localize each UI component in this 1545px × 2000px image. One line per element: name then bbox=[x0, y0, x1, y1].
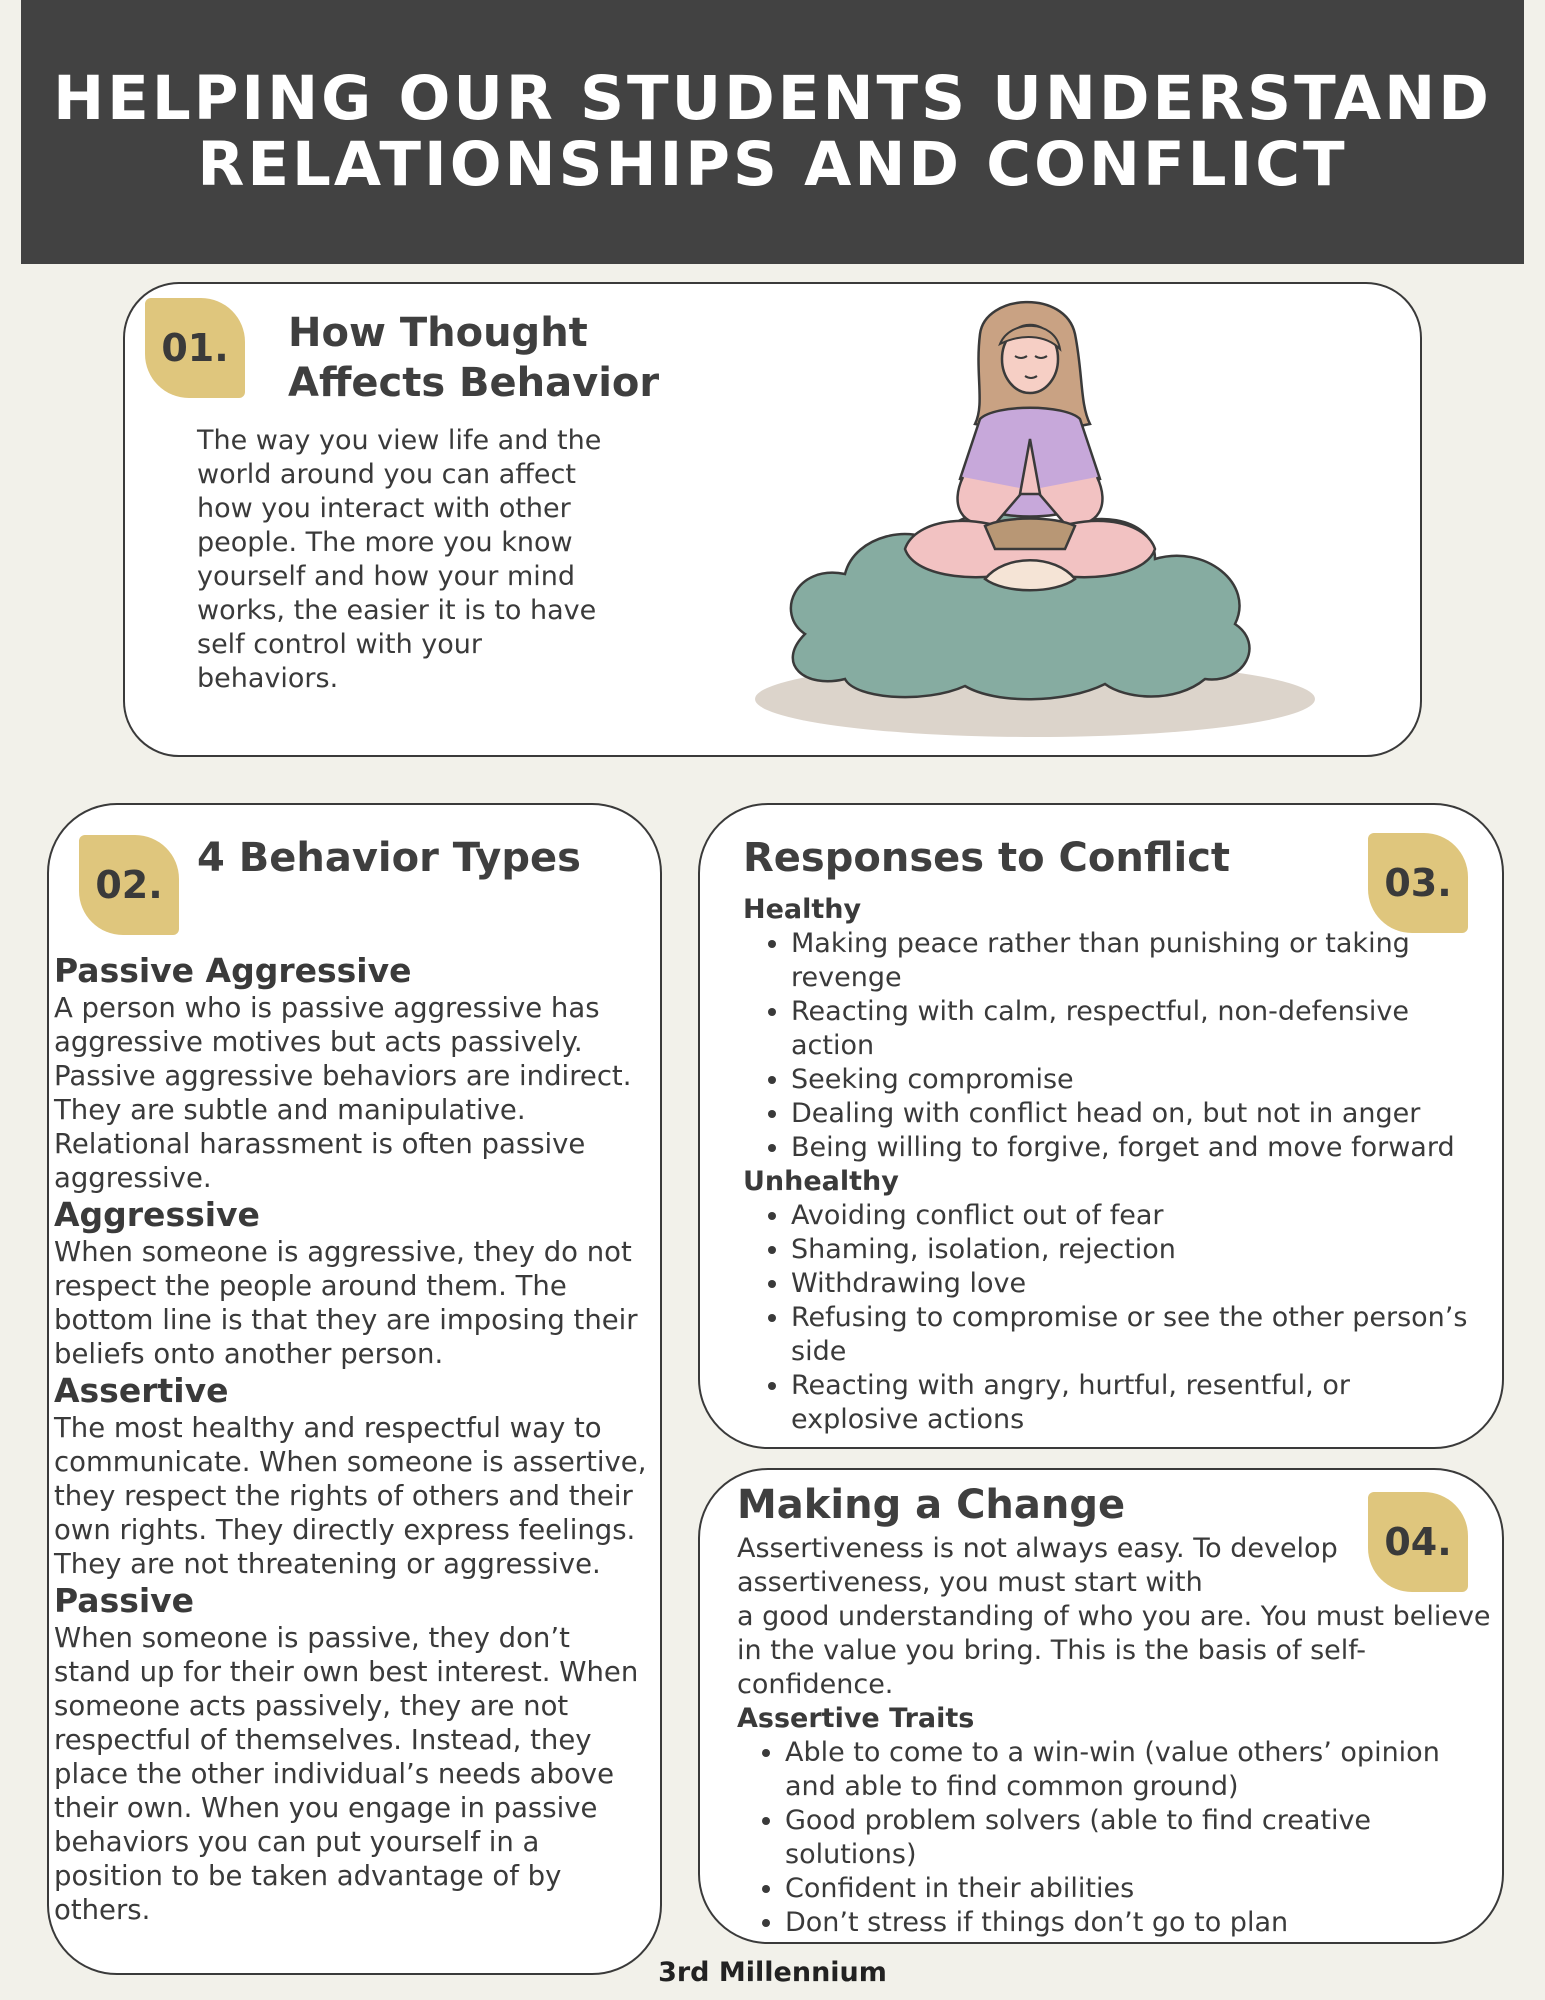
behavior-type-desc: The most healthy and respectful way to communicate. When someone is assertive, they respect the rights of others and their own rights. They directly express feelings. They are not threatening or aggressive. bbox=[54, 1412, 647, 1580]
list-item: • Good problem solvers (able to find creative solutions) bbox=[785, 1804, 1492, 1872]
list-item: • Dealing with conflict head on, but not in anger bbox=[791, 1097, 1483, 1131]
section-making-change-card bbox=[698, 1468, 1504, 1944]
behavior-type-name: Aggressive bbox=[54, 1195, 260, 1234]
page-header bbox=[21, 0, 1524, 264]
behavior-types-list bbox=[54, 951, 654, 1927]
behavior-type-name: Assertive bbox=[54, 1371, 229, 1410]
traits-list bbox=[737, 1736, 1492, 1940]
behavior-type-passive-aggressive bbox=[54, 951, 654, 1195]
section-number-badge: 03. bbox=[1368, 833, 1468, 933]
healthy-label: Healthy bbox=[743, 894, 862, 925]
section-number-badge: 04. bbox=[1368, 1492, 1468, 1592]
section-title: How Thought Affects Behavior bbox=[288, 310, 660, 406]
section-number-badge: 01. bbox=[145, 298, 245, 398]
list-item: • Avoiding conflict out of fear bbox=[791, 1199, 1483, 1233]
list-item: • Reacting with angry, hurtful, resentful, or explosive actions bbox=[791, 1369, 1483, 1437]
section-responses-conflict-card bbox=[698, 803, 1504, 1449]
intro-rest: a good understanding of who you are. You must believe in the value you bring. This is the basis of self-confidence. bbox=[737, 1601, 1491, 1700]
intro-line: assertiveness, you must start with bbox=[737, 1567, 1203, 1598]
behavior-type-aggressive bbox=[54, 1195, 654, 1371]
section-title: Responses to Conflict bbox=[743, 835, 1231, 881]
making-change-content bbox=[737, 1532, 1492, 1940]
behavior-type-desc: A person who is passive aggressive has aggressive motives but acts passively. Passive aggressive behaviors are indirect. They are subtle and manipulative. Relational harassment is often passive aggressive. bbox=[54, 992, 632, 1194]
meditating-woman-illustration bbox=[735, 294, 1315, 744]
list-item: • Seeking compromise bbox=[791, 1063, 1483, 1097]
section-body: The way you view life and the world around you can affect how you interact with other people. The more you know yourself and how your mind works, the easier it is to have self control with your behaviors. bbox=[197, 425, 602, 694]
intro-line: Assertiveness is not always easy. To develop bbox=[737, 1533, 1338, 1564]
responses-content bbox=[743, 893, 1483, 1437]
list-item: • Able to come to a win-win (value others’ opinion and able to find common ground) bbox=[785, 1736, 1492, 1804]
section-number-badge: 02. bbox=[79, 835, 179, 935]
section-thought-behavior-card bbox=[123, 282, 1422, 757]
page-title: HELPING OUR STUDENTS UNDERSTAND RELATIONSHIPS AND CONFLICT bbox=[53, 63, 1492, 200]
list-item: • Confident in their abilities bbox=[785, 1872, 1492, 1906]
healthy-list bbox=[743, 927, 1483, 1165]
list-item: • Reacting with calm, respectful, non-defensive action bbox=[791, 995, 1483, 1063]
list-item: • Making peace rather than punishing or taking revenge bbox=[791, 927, 1483, 995]
list-item: • Withdrawing love bbox=[791, 1267, 1483, 1301]
behavior-type-passive bbox=[54, 1581, 654, 1927]
unhealthy-list bbox=[743, 1199, 1483, 1437]
behavior-type-name: Passive Aggressive bbox=[54, 951, 412, 990]
behavior-type-name: Passive bbox=[54, 1581, 195, 1620]
list-item: • Shaming, isolation, rejection bbox=[791, 1233, 1483, 1267]
section-behavior-types-card bbox=[47, 803, 662, 1975]
behavior-type-desc: When someone is aggressive, they do not respect the people around them. The bottom line is that they are imposing their beliefs onto another person. bbox=[54, 1236, 638, 1370]
list-item: • Being willing to forgive, forget and move forward bbox=[791, 1131, 1483, 1165]
traits-label: Assertive Traits bbox=[737, 1703, 975, 1734]
unhealthy-label: Unhealthy bbox=[743, 1166, 899, 1197]
behavior-type-desc: When someone is passive, they don’t stand up for their own best interest. When someone acts passively, they are not respectful of themselves. Instead, they place the other individual’s needs above their own. When you engage in passive behaviors you can put yourself in a position to be taken advantage of by others. bbox=[54, 1622, 639, 1926]
behavior-type-assertive bbox=[54, 1371, 654, 1581]
section-title: Making a Change bbox=[737, 1482, 1126, 1528]
section-title: 4 Behavior Types bbox=[197, 835, 581, 881]
list-item: • Refusing to compromise or see the other person’s side bbox=[791, 1301, 1483, 1369]
list-item: • Don’t stress if things don’t go to plan bbox=[785, 1906, 1492, 1940]
footer-brand: 3rd Millennium bbox=[658, 1957, 887, 1988]
